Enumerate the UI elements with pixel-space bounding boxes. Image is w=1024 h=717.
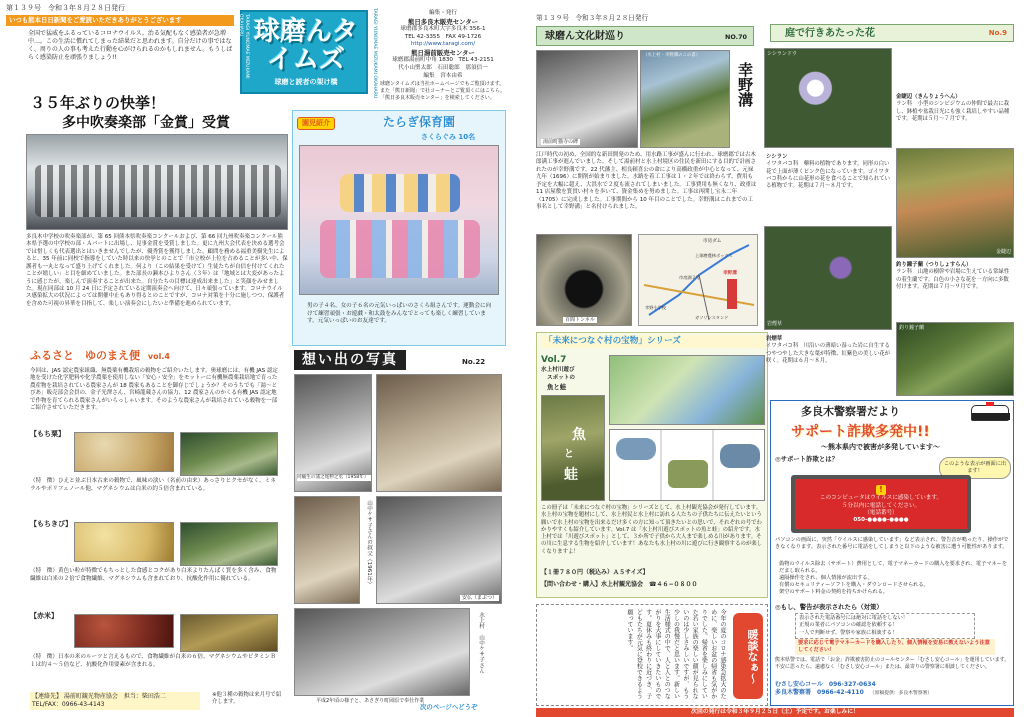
memory-caption-5: 水上村 山中ケサ子さん [478,612,484,674]
flower-name-3: 釣り鐘子蘭（つりしょすらん） [896,262,972,268]
flower-photo-1 [764,48,892,148]
publisher-name: 熊日多良木販売センター [407,17,479,26]
grain-desc: （特 徴）黄色い粒が特徴でもちっとした食感とコクがあり白米よりたんぱく質を多く含み、食物繊維は白米の２倍で食物繊維、マグネシウムも含まれており、抗酸化作用に優れている。 [30,568,277,582]
grain-name: 【もち粟】 [30,430,65,438]
police-footer: 熊本県警では、電話で「お金」詐欺被害防止のコールセンター「むさし安心コール」を運用しています。不安に思ったら、遠慮なく「むさし安心コール」または、最寄りの警察署に相談してください。 [775,657,1010,670]
furusato-vol: vol.4 [147,352,170,361]
memory-bottom-caption: 平成2年頃の様子と、あさぎり町岡原で奉仕作業 [316,698,425,704]
kids-row-1 [340,174,460,212]
police-body: パソコンの画面に、突然「ウイルスに感染しています」など表示され、警告音が鳴ったり、操作ができなくなります。表示された番号に電話をしてしまうと以下のような被害に遭う可能性があります。 [775,537,1009,551]
tip-3: 一人で判断せず、警察や家族に相談する！ [799,629,898,636]
memory-caption-1: 同級生の浦之尾伸之丞（1958年） [297,475,371,481]
grain-photo [74,614,174,648]
bunkazai-title [536,26,754,46]
nursery-class: さくらぐみ 10名 [421,133,476,141]
flower-text-1: ラン科 小型のシンビジウムの仲間で最古に栽し、鉢植や盆栽日光にも強く栽培しやすい品種です。花期は５月〜７月です。 [896,101,1010,122]
police-box [770,400,1014,706]
map-label-dam: 市房ダム [703,239,722,244]
police-warning: 要求に応じて電子マネーカードを購入したり、個人情報を安易に教えないよう注意してください！ [795,639,995,655]
bottom-notice: 次回の発行は令和３年９月２５日（土）予定です。お楽しみに！ [536,708,1014,717]
bunkazai-photo1-caption: 湯前町猫寺の碑 [543,138,579,145]
memories-box [292,350,506,714]
tip-2: 正規の業者にパソコンの確認を依頼する！ [799,622,898,629]
flower-desc-1 [896,94,1014,152]
police-bullets [779,561,1011,596]
cover-char-3: 蛙 [564,467,578,483]
flowers-title [770,24,1014,42]
grain-item-2 [30,520,280,608]
masthead-vertical-left: TARAGI YUNOMAE MIZUKAMI OKAHARU [238,14,249,79]
cover-char-2: と [564,449,574,460]
flower-label-2: 金睫辺 [995,248,1011,255]
takara-price: 【１冊７８０円（税込み）Ａ５サイズ】 [541,569,649,576]
nursery-name: たらぎ保育園 [383,115,456,129]
masthead-subtitle: 球磨と読者の架け橋 [274,78,338,86]
takara-sub1: 水上村川遊び [541,367,575,373]
band-photo [26,134,288,230]
flower-text-2: イワタバコ科 藥料の植物であります。同形の白い花で上面が薄くピンク色になっています。ゴイワタバコ科からに山花形の花を食べることで知られている植物です。花期は７月〜８月です。 [766,161,890,190]
flower-name-1: 金睫辺（きんりょうへん） [896,94,961,100]
grain-item-3 [30,612,280,690]
publisher-staff: 代小山聖太郎 石田聡郎 那須信一 [398,65,488,72]
bullet-4: 架空のサポート料金の契約を持ちかけられる。 [779,589,888,596]
flowers-title-text: 庭で行きあたった花 [785,28,875,39]
grain-field-photo [180,614,278,652]
flower-label-3: 岩煙草 [767,320,783,327]
memory-caption-2: 山中ケサ子さんの叔父（1961年） [366,500,372,588]
spread-fish [616,438,656,460]
bunkazai-photo-1 [536,50,638,148]
police-contacts [775,681,1011,697]
flower-text-3: ラン科 山地の樹幹や岩場に生えている常緑性の着生蘭です。白色の小さな花を一方向に多数付けます。花期は７月〜９月です。 [896,269,1010,290]
right-page [512,0,1024,717]
map-label-gas: ガソリンスタンド [695,315,729,320]
map-label-box: 上球磨農林ボックス [695,253,733,258]
furusato-title [30,349,262,367]
bunkazai-map [638,234,758,326]
grain-item-1 [30,430,280,518]
police-screen [791,475,971,533]
nursery-badge: 園児紹介 [297,117,335,130]
issue-line-left: 第１３９号 令和３年８月２８日発行 [6,4,125,12]
tip-1: 表示された電話番号には絶対に電話をしない！ [799,615,908,621]
nursery-box [292,110,506,346]
memories-no: No.22 [462,358,486,366]
flower-label-4: 釣り鐘子蘭 [899,325,925,331]
screen-line-1: このコンピュータはウイルスに感染しています。 [819,495,943,502]
publisher-editor: 編集 宮本由希 [423,72,463,79]
flower-photo-4 [896,322,1014,396]
flower-desc-2 [766,154,890,224]
masthead-vertical-right: TARAGI YUNOMAE MIZUKAMI OKAHARU [372,8,377,99]
publisher-note: 球磨ンタイムズは当社ホームページでもご覧頂けます。また「熊日新聞」で社コーナーとご覧頂くにはこちら。「熊日多良木販売センター」を検索してください。 [380,81,506,101]
publisher-branch: 熊日湯前販売センター [411,48,475,57]
bunkazai-photo3-caption: 百間トンネル [565,316,595,323]
headline-sub: 多中吹奏楽部「金賞」受賞 [62,115,230,131]
publisher-branch-address: 球磨郡湯前町中角 1830 TEL 43-2151 [392,57,494,64]
danwa-text: 今年の夏のコロナ感染急拡大のために、楽しいお盆の帰省も気がかりでした。帰省を楽しみにしていた若い家族の楽しい顔が見られないのは少しさみしいですが、もう少しの我慢だと思います。新しい生活様式の中で、人と人とのつながりを大事にしていきたいものです。夏休みも終わりに近づき、子どもたちが元気に登校できるよう願っています。 [626,609,726,699]
screen-phone: 050-●●●●-●●●● [853,517,909,524]
masthead-title: 球磨んタイムズ [253,17,358,75]
police-q1: ◎サポート詐欺とは？ [775,455,839,463]
station-name: 多良木警察署 [775,688,812,696]
headline-main: ３５年ぶりの快挙！ [30,94,166,112]
station-number: 0966-42-4110 [817,688,864,696]
kids-row-2 [320,220,480,278]
flower-name-2: シシラン [766,154,788,160]
call-name: むさし安心コール [775,681,823,688]
memory-photo-5 [294,608,470,696]
band-rows [35,165,281,217]
masthead [240,10,368,94]
takara-article: この冊子は「未来につなぐ村の宝物」シリーズとして、水上村観光協会が発行しています。水上村の宝物を題材にして、水上村民と水上村に訪れる人たちの子供たちに伝えたいという願いで水上村の宝物を出来るだけ多くの方に知って頂きたいとの思いで、それぞれの号でわかりやすくも紹介しています。Vol.7 は「水上村川遊びスポットの魚と蛙」の紹介です。水上村では「川遊びスポット」として、３か所で子供から大人まで楽しめる川があります。その川に生息する生物を紹介しています！あなたも水上村の川に遊びに行き観察するのが楽しくなりますよ！ [541,505,763,555]
police-subheadline: 〜熊本県内で被害が多発しています〜 [821,443,940,451]
grain-name: 【赤米】 [30,612,58,620]
flower-text-4: イワタバコ科 川沿いの薄暗い湿った岩に自生するつやつやした大きな葉が特徴、紅紫色の美しい花が咲く。花期は６月〜８月。 [766,343,890,364]
call-number: 096-327-0634 [828,681,876,688]
takara-contact: 【問い合わせ・購入】水上村観光協会 ☎４６−０８００ [541,581,698,588]
grain-name: 【もちきび】 [30,520,72,528]
bunkazai-photo-3 [536,234,632,326]
flower-desc-4 [766,336,890,392]
nursery-photo [299,145,499,295]
takara-map [609,355,765,425]
memory-photo-2 [376,374,502,492]
bunkazai-no: NO.70 [725,33,747,41]
memory-photo-3 [294,496,360,604]
takara-box [536,332,768,598]
bunkazai-article: 江戸時代の初め、全国的な新田開発のため、用水路工事が盛んに行われ、球磨郡では古木郎满工事が進んでいました。そして湯前村と水上村境区の住民を新田にする目的で計画されたのが幸野溝です。22 代藩主、相良頼喜公の命により高橋政重が中心となって、元禄九年（1696）に開削が始まりました。水路を着工工事は１・２年では終わらず、費用も予定を大幅に超え、大洪水で２度も流されてしまいました。工事費用も無くなり、政重は 11 店屋敷を質貫い村々を歩いて、資金集めを努めました。工事は再開し宝永二年（1705）に完成しました。工事期間から 10 年目のことでした。幸野溝はこれまでの工事名として幸野溝」と名付けられました。 [536,152,757,210]
furusato-intro: 今回は、JAS 認定農家組織、無農薬有機栽培の穀物をご紹介いたします。奥球磨には、有機 JAS 認定地を受けた化学肥料や化学農薬を使用しない「安心・安全」をモットーに有機無農薬栽培地で育った農産物を栽培されている農家さんが 18 農家もあることを御存じでしょうか？そのうちでも「湯〜とぴあ」販売部会会員の、金子光澤さん、宮崎龍蔵さんの協力、12 農家さんのかくる有機 JAS 認定地で作物を育てられる農家さんがいらっしゃいます。そのような農家さんが栽培されている穀物を一部ご紹介させていただきます。 [30,368,278,412]
map-label-mizo: 幸野溝 [723,271,737,276]
publisher-address: 球磨郡多良木町大字多良木 356-1 [400,26,486,33]
publisher-label: 編集・発行 [429,10,457,16]
nursery-caption: 男の子４名、女の子６名の元気いっぱいのさくら組さんです。運動会に向けて練習頑張・お遊戯・和太鼓をみんなでとっても楽しく練習しています。元気いっぱいのお友達です。 [307,303,492,325]
police-credit: （原稿提供：多良木警察署） [869,690,933,696]
furusato-contact: 【連絡先】 湯前町観光物産協会 担当：柴田浩二 TEL/FAX：0966-43-4143 [30,692,200,710]
takara-sub2: スポットの [547,375,575,381]
flowers-no: No.9 [988,29,1007,37]
danwa-title: 暖談なぁ〜 [733,613,763,699]
police-car-icon [971,405,1009,421]
next-page-link[interactable]: 次のページへどうぞ [420,703,478,711]
police-tips [795,613,975,639]
issue-line-right: 第１３９号 令和３年８月２８日発行 [536,14,649,22]
grain-field-photo [180,432,278,476]
map-label-school: 幸野小学校 [645,305,666,310]
takara-cover [541,395,605,501]
memory-photo-4 [376,496,502,604]
flower-desc-3 [896,262,1014,320]
memories-title: 想い出の写真 [294,350,406,370]
takara-title: 「未来につなぐ村の宝物」シリーズ [541,335,765,348]
publisher-phone: TEL 42-3355 FAX 49-1726 [404,33,482,40]
furusato-note: ※他３種の穀物は来月号で紹介します。 [212,692,282,706]
publisher-block [380,10,506,108]
takara-vol: Vol.7 [541,355,567,365]
spread-frog [668,460,708,488]
furusato-title-text: ふるさと ゆのまえ便 [30,349,140,362]
grain-desc: （特 徴）ひえと並ぶ日本古来の穀物で、風味の淡い（名前の由来）あっさりとクセがなく、ミネラルやポリフェノール他、マグネシウムは白米の約５倍含まれている。 [30,478,276,492]
greeting-text: 全国で猛威をふるっているコロナウイルス。治る気配もなく感染者が急増中…。この生活に慣れてしまった結果だと思われます。自分だけの事ではなく、周りの人の事も考えた行動を心がけられるのかもしれません。もうしばらく感染防止を頑張りましょう!! [28,30,233,62]
map-label-lake: 市房湖２号 [679,275,700,280]
map-graphic [639,235,759,327]
police-q2: ◎もし、警告が表示されたら（対策） [775,603,883,611]
police-bubble: このような表示が画面に出ます！ [939,457,1011,479]
cover-char-1: 魚 [572,427,586,443]
flower-name-4: 岩煙草 [766,336,783,342]
bunkazai-title-text: 球磨ん文化財巡り [545,31,625,42]
police-headline: サポート詐欺多発中!! [791,424,930,440]
takara-spreads [609,429,765,501]
spread-fish-2 [720,444,760,468]
grain-photo [74,432,174,472]
screen-line-3: （電話番号） [864,509,898,516]
bunkazai-photo2-caption: （水上村・幸野溝のこの書） [643,53,701,58]
grain-photo [74,522,174,562]
flower-photo-2 [896,148,1014,258]
police-title: 多良木警察署だより [801,405,900,418]
memory-caption-4: 安仏（まぶつ） [461,594,497,601]
grain-desc: （特 徴）日本の米のルーツと言えるもので、食物繊維が白米の６倍、マグネシウムやビタミンＢ１は約４〜５倍など、抗酸化作用要素が含まれる。 [30,654,276,668]
bullet-1: 偽物のウイルス除去（サポート）費用として、電子マネーカードの購入を要求され、電子マネーをだまし取られる。 [779,561,1008,575]
flower-label-1: シシランドウ [767,51,797,57]
bunkazai-photo-2 [640,50,730,148]
grain-field-photo [180,522,278,566]
bullet-2: 遠隔操作をされ、個人情報が流出する。 [779,575,873,582]
flower-photo-3 [764,226,892,330]
bullet-3: 有償のセキュリティーソフトを購入・ダウンロードさせられる。 [779,582,929,589]
publisher-url[interactable]: http://www.taragi.com/ [410,41,476,48]
warning-icon: ! [876,485,886,495]
memory-photo-1 [294,374,372,492]
screen-line-2: ５分以内に電話してください。 [841,502,921,509]
danwa-box [536,604,768,706]
band-article: 多良木中学校の吹奏楽部が、第 65 回熊本県吹奏楽コンクールおよび、第 66 回九州吹奏楽コンクール熊本県予選の中学校の部・Ａパートに出場し、見事金賞を受賞しました。更に九州大会代表を決める選考会では惜しくも代表選出とはいきませんでしたが、優秀賞を獲得しました。顧問を務める福重美樹先生によると、35 年前に同校で指導をしていた時以来の快挙とのことで「市立校が上位を占めることが多い中、保護者も一丸となって盛り上げてくれました。何より（この結果を受けて）生徒たちが自信を付けてくれたことが嬉しい」と目を細めていました。また部長の瀬本ひよりさん（３年）は「地域とは大変があったように感じたが、楽しんで演奏することが出来た。自分たちの目標は達成出来ました」と笑顔をみせました。現在同部は 10 月 24 日に予定されている定期演奏会へ向けて、日々頑張っています。コロナウイルス感染拡大の状況によっては開催中止もあり得るとのことですが、コロナ対策を十分に施しつつ、保護者を含めた可視の昇華を目指して、楽しい演奏会にしたいと準備を進められています。 [26,234,288,307]
bunkazai-vertical-name: 幸野溝 [736,62,754,107]
ticker-banner: いつも熊本日日新聞をご愛読いただきありがとうございます [6,15,234,26]
takara-sub3: 魚と蛙 [547,383,567,391]
